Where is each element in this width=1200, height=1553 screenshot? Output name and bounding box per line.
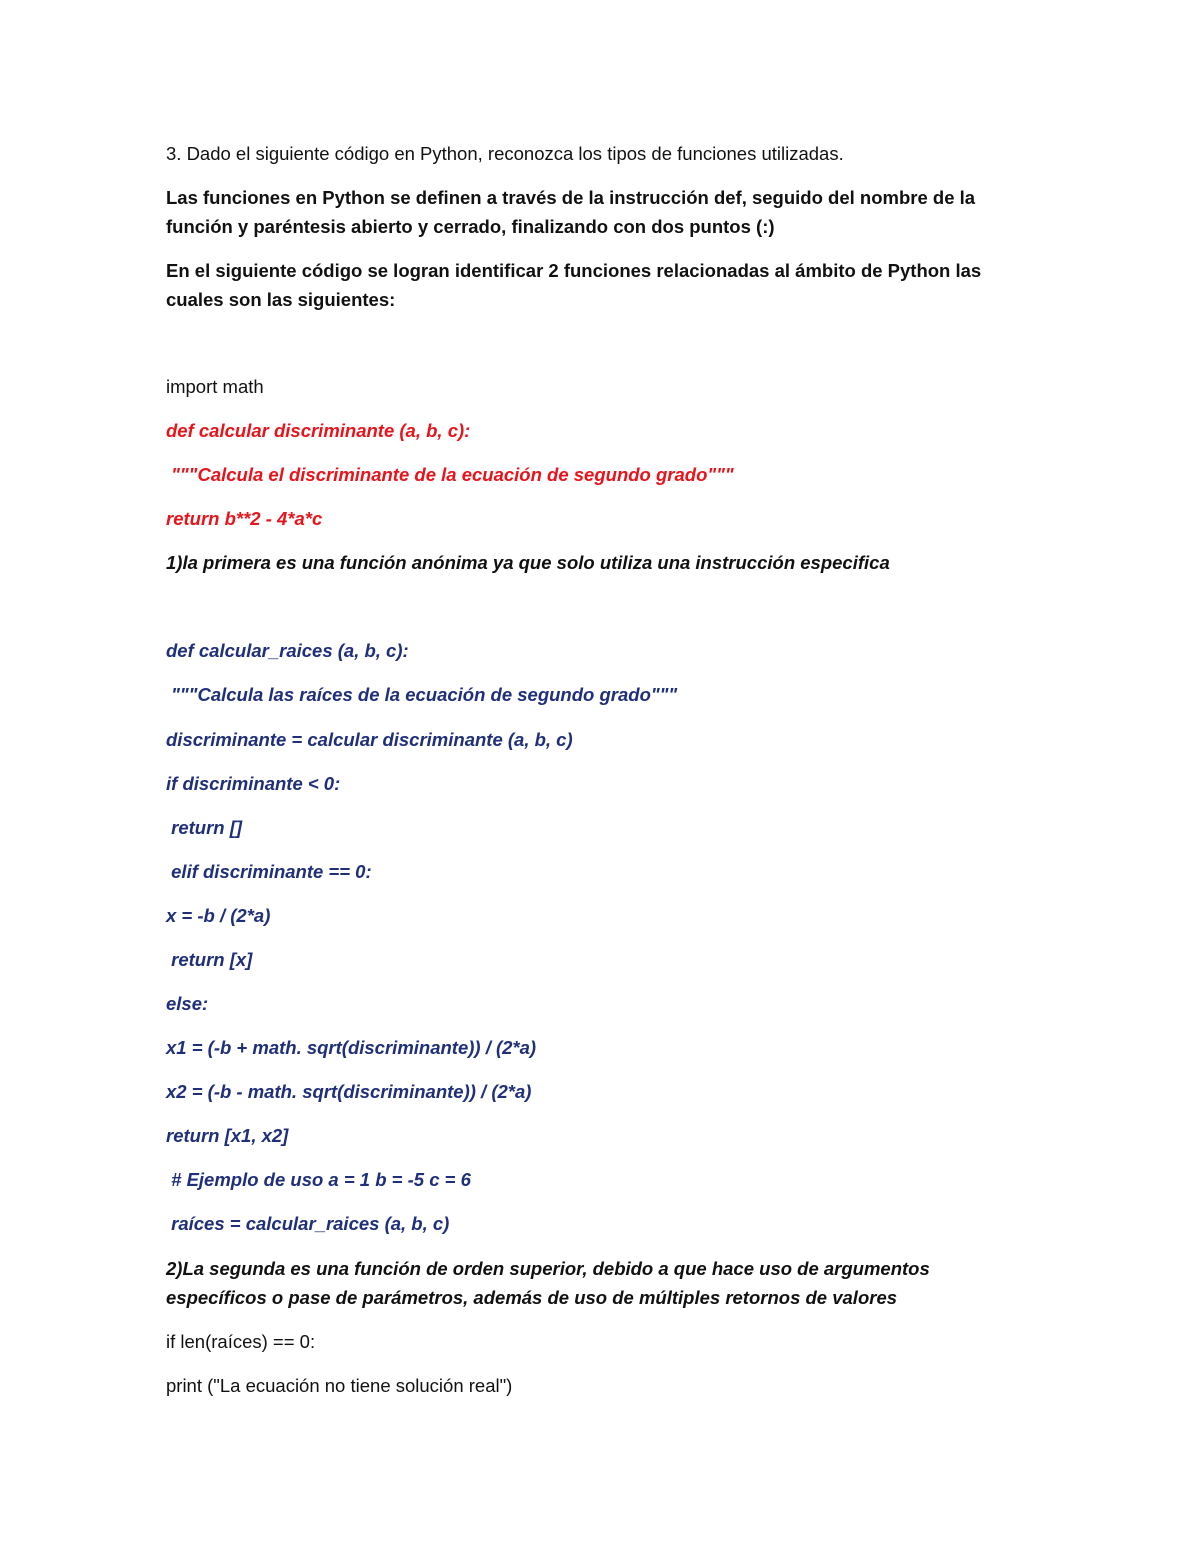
function1-return-line: return b**2 - 4*a*c: [166, 508, 323, 529]
note-second-function-line-2: específicos o pase de parámetros, además de uso de múltiples retornos de valores: [166, 1287, 898, 1308]
question-text: 3. Dado el siguiente código en Python, reconozca los tipos de funciones utilizadas.: [166, 143, 844, 164]
code-line: def calcular_raices (a, b, c):: [166, 640, 409, 661]
code-line: discriminante = calcular discriminante (a, b, c): [166, 729, 573, 750]
intro-paragraph-line-2: función y paréntesis abierto y cerrado, finalizando con dos puntos (:): [166, 216, 775, 237]
code-line: else:: [166, 993, 209, 1014]
code-line: return []: [166, 817, 243, 838]
code-line: x = -b / (2*a): [166, 905, 271, 926]
code-line: return [x1, x2]: [166, 1125, 289, 1146]
note-second-function-line-1: 2)La segunda es una función de orden superior, debido a que hace uso de argumentos: [166, 1258, 930, 1279]
code-comment-line: # Ejemplo de uso a = 1 b = -5 c = 6: [166, 1169, 471, 1190]
code-line: raíces = calcular_raices (a, b, c): [166, 1213, 450, 1234]
code-line: """Calcula las raíces de la ecuación de segundo grado""": [166, 684, 678, 705]
tail-code-line-1: if len(raíces) == 0:: [166, 1331, 316, 1352]
tail-code-line-2: print ("La ecuación no tiene solución real"): [166, 1375, 513, 1396]
function1-def-line: def calcular discriminante (a, b, c):: [166, 420, 471, 441]
import-line: import math: [166, 376, 264, 397]
function1-docstring-line: """Calcula el discriminante de la ecuación de segundo grado""": [166, 464, 734, 485]
code-line: return [x]: [166, 949, 253, 970]
code-line: x2 = (-b - math. sqrt(discriminante)) / (2*a): [166, 1081, 532, 1102]
note-first-function: 1)la primera es una función anónima ya que solo utiliza una instrucción especifica: [166, 552, 890, 573]
intro-paragraph-line-1: Las funciones en Python se definen a través de la instrucción def, seguido del nombre de la: [166, 187, 976, 208]
code-line: elif discriminante == 0:: [166, 861, 372, 882]
code-line: x1 = (-b + math. sqrt(discriminante)) / (2*a): [166, 1037, 537, 1058]
code-line: if discriminante < 0:: [166, 773, 341, 794]
identify-paragraph-line-2: cuales son las siguientes:: [166, 289, 396, 310]
identify-paragraph-line-1: En el siguiente código se logran identificar 2 funciones relacionadas al ámbito de Python las: [166, 260, 982, 281]
